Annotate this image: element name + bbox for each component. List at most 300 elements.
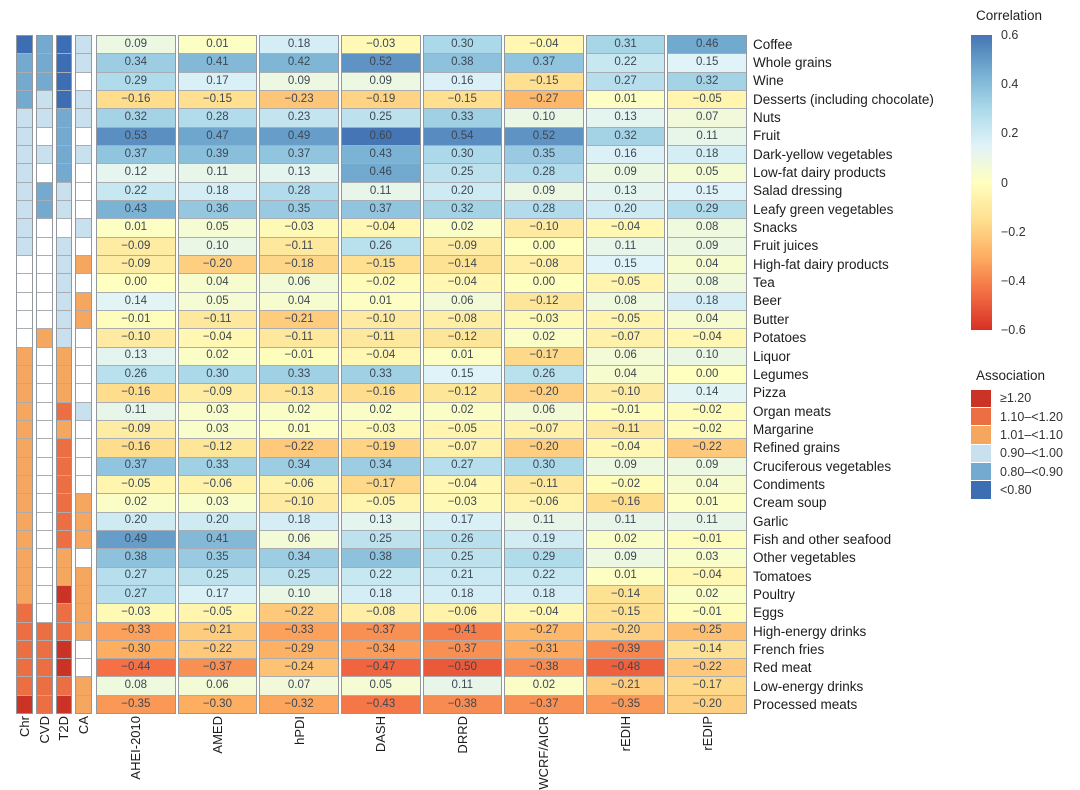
correlation-cell: −0.05 [179,604,257,621]
correlation-cell: 0.15 [424,366,502,383]
association-cell [76,219,91,236]
correlation-cell: −0.30 [179,696,257,713]
correlation-cell: 0.54 [424,128,502,145]
food-row-label: Margarine [753,421,814,437]
correlation-cell: −0.01 [587,403,665,420]
correlation-cell: 0.17 [424,513,502,530]
correlation-cell: 0.15 [587,256,665,273]
correlation-column-redip [667,35,747,714]
association-cell [57,311,72,328]
association-cell [76,421,91,438]
correlation-cell: −0.41 [424,623,502,640]
correlation-cell: 0.09 [260,73,338,90]
correlation-cell: 0.37 [342,201,420,218]
correlation-cell: 0.02 [505,677,583,694]
association-cell [76,458,91,475]
correlation-cell: 0.26 [424,531,502,548]
correlation-cell: −0.11 [342,329,420,346]
association-cell [76,183,91,200]
correlation-cell: −0.20 [587,623,665,640]
association-cell [76,36,91,53]
diet-score-label: AHEI-2010 [128,716,144,780]
correlation-cell: −0.22 [260,439,338,456]
correlation-cell: 0.11 [342,183,420,200]
correlation-cell: 0.18 [260,36,338,53]
correlation-cell: 0.17 [179,73,257,90]
correlation-cell: −0.10 [97,329,175,346]
correlation-cell: 0.12 [97,164,175,181]
correlation-cell: 0.30 [424,36,502,53]
correlation-cell: 0.33 [424,109,502,126]
correlation-cell: −0.20 [179,256,257,273]
association-cell [76,54,91,71]
correlation-cell: −0.07 [424,439,502,456]
association-cell [17,531,32,548]
correlation-cell: −0.11 [260,329,338,346]
association-cell [57,183,72,200]
correlation-cell: −0.16 [97,439,175,456]
association-column-labels [16,716,92,780]
correlation-cell: 0.05 [179,293,257,310]
correlation-cell: −0.04 [179,329,257,346]
association-cell [76,604,91,621]
legend-label: 0.90–<1.00 [1000,446,1063,461]
correlation-cell: 0.06 [179,677,257,694]
association-cell [37,183,52,200]
correlation-cell: −0.44 [97,659,175,676]
association-cell [17,549,32,566]
association-cell [57,568,72,585]
food-row-label: Legumes [753,366,809,382]
correlation-cell: 0.13 [97,348,175,365]
correlation-cell: −0.05 [587,274,665,291]
correlation-cell: 0.20 [97,513,175,530]
association-matrix [16,35,92,714]
correlation-cell: 0.18 [668,293,746,310]
correlation-cell: 0.01 [179,36,257,53]
association-legend-item [971,407,1076,425]
correlation-cell: 0.17 [179,586,257,603]
correlation-cell: −0.21 [260,311,338,328]
correlation-cell: 0.46 [668,36,746,53]
correlation-column-dash [341,35,421,714]
correlation-cell: 0.26 [97,366,175,383]
legend-swatch [971,390,991,407]
correlation-cell: −0.04 [424,476,502,493]
association-column-label: T2D [56,716,72,741]
association-cell [37,348,52,365]
correlation-cell: 0.42 [260,54,338,71]
correlation-cell: 0.36 [179,201,257,218]
correlation-cell: 0.27 [97,568,175,585]
correlation-cell: 0.09 [587,458,665,475]
correlation-cell: 0.22 [505,568,583,585]
correlation-cell: −0.22 [179,641,257,658]
association-column-ca [75,35,92,714]
correlation-cell: 0.09 [505,183,583,200]
correlation-cell: 0.25 [260,568,338,585]
correlation-cell: −0.02 [668,421,746,438]
correlation-cell: 0.08 [97,677,175,694]
correlation-cell: 0.60 [342,128,420,145]
correlation-cell: 0.06 [260,274,338,291]
correlation-column-drrd [423,35,503,714]
correlation-cell: −0.22 [668,439,746,456]
association-cell [17,641,32,658]
association-cell [37,568,52,585]
correlation-cell: 0.01 [587,568,665,585]
correlation-cell: −0.15 [424,91,502,108]
association-cell [57,439,72,456]
association-cell [17,91,32,108]
association-cell [76,696,91,713]
association-cell [57,458,72,475]
food-row-label: Refined grains [753,440,841,456]
association-cell [37,146,52,163]
correlation-cell: 0.43 [342,146,420,163]
correlation-cell: 0.27 [587,73,665,90]
association-cell [57,329,72,346]
correlation-cell: 0.20 [424,183,502,200]
diet-score-label: hPDI [291,716,307,745]
correlation-cell: 0.09 [97,36,175,53]
association-cell [37,659,52,676]
correlation-cell: −0.47 [342,659,420,676]
colorbar-tick: 0.6 [1001,28,1019,42]
correlation-cell: 0.39 [179,146,257,163]
diet-score-label-slot [96,716,176,780]
correlation-cell: 0.09 [668,458,746,475]
correlation-cell: 0.41 [179,54,257,71]
food-row-label: Butter [753,311,790,327]
association-cell [57,677,72,694]
correlation-cell: −0.04 [342,348,420,365]
association-column-cvd [36,35,53,714]
colorbar-tick: −0.6 [1001,323,1026,337]
correlation-cell: 0.14 [97,293,175,310]
correlation-cell: 0.02 [97,494,175,511]
food-row-label: Processed meats [753,697,858,713]
correlation-cell: 0.05 [342,677,420,694]
food-row-label: High-fat dairy products [753,256,889,272]
association-cell [57,513,72,530]
correlation-cell: 0.00 [505,238,583,255]
correlation-cell: −0.19 [342,91,420,108]
association-cell [37,421,52,438]
diet-score-label: AMED [209,716,225,754]
legend-swatch [971,426,991,443]
legend-label: 1.10–<1.20 [1000,409,1063,424]
association-cell [17,403,32,420]
correlation-cell: −0.11 [179,311,257,328]
association-cell [17,219,32,236]
diet-score-label-slot [586,716,666,780]
legend-swatch [971,445,991,462]
association-cell [37,201,52,218]
correlation-cell: 0.28 [505,164,583,181]
association-cell [57,109,72,126]
correlation-cell: 0.53 [97,128,175,145]
correlation-cell: 0.06 [505,403,583,420]
correlation-cell: −0.23 [260,91,338,108]
correlation-cell: 0.08 [587,293,665,310]
correlation-cell: 0.01 [342,293,420,310]
correlation-cell: 0.07 [260,677,338,694]
association-cell [76,329,91,346]
association-legend-item [971,444,1076,462]
correlation-cell: 0.32 [97,109,175,126]
correlation-cell: −0.17 [668,677,746,694]
association-column-label-slot [36,716,53,780]
correlation-cell: 0.38 [424,54,502,71]
association-cell [57,586,72,603]
association-cell [76,109,91,126]
food-row-label: French fries [753,642,825,658]
association-cell [17,311,32,328]
association-cell [57,219,72,236]
association-cell [37,604,52,621]
association-cell [57,91,72,108]
diet-score-label-slot [504,716,584,790]
food-row-label: Beer [753,293,782,309]
correlation-cell: 0.03 [179,421,257,438]
correlation-cell: 0.25 [424,549,502,566]
correlation-cell: 0.38 [342,549,420,566]
food-row-label: Tomatoes [753,568,812,584]
correlation-cell: −0.09 [97,256,175,273]
association-cell [17,274,32,291]
food-row-label: Liquor [753,348,791,364]
association-legend-item [971,389,1076,407]
colorbar-tick: 0 [1001,175,1008,190]
correlation-cell: 0.41 [179,531,257,548]
association-cell [76,128,91,145]
correlation-cell: −0.14 [668,641,746,658]
association-cell [37,531,52,548]
legend-swatch [971,481,991,498]
association-cell [57,274,72,291]
correlation-cell: 0.32 [424,201,502,218]
association-cell [37,403,52,420]
correlation-cell: −0.20 [505,439,583,456]
association-cell [17,421,32,438]
correlation-cell: 0.34 [342,458,420,475]
correlation-cell: 0.03 [179,494,257,511]
association-cell [37,696,52,713]
diet-score-label: DRRD [454,716,470,754]
association-cell [17,183,32,200]
association-cell [17,384,32,401]
diet-score-label-slot [259,716,339,780]
association-cell [76,677,91,694]
correlation-cell: 0.35 [179,549,257,566]
association-cell [37,256,52,273]
association-cell [76,201,91,218]
association-column-t2d [56,35,73,714]
correlation-cell: 0.28 [505,201,583,218]
correlation-cell: 0.28 [260,183,338,200]
correlation-cell: −0.37 [179,659,257,676]
correlation-cell: 0.19 [505,531,583,548]
correlation-cell: 0.32 [587,128,665,145]
correlation-cell: 0.30 [505,458,583,475]
correlation-cell: 0.37 [260,146,338,163]
association-cell [37,384,52,401]
correlation-cell: −0.03 [342,36,420,53]
diet-score-label-slot [178,716,258,780]
correlation-cell: 0.05 [179,219,257,236]
correlation-cell: −0.22 [260,604,338,621]
association-column-label: Chr [16,716,32,737]
correlation-cell: 0.02 [179,348,257,365]
association-cell [17,54,32,71]
food-row-label: Poultry [753,586,796,602]
association-cell [76,91,91,108]
correlation-cell: 0.16 [587,146,665,163]
food-row-label: Desserts (including chocolate) [753,91,934,107]
correlation-cell: −0.38 [424,696,502,713]
food-row-label: Eggs [753,605,784,621]
association-cell [37,311,52,328]
correlation-cell: −0.06 [260,476,338,493]
association-cell [57,604,72,621]
association-cell [17,73,32,90]
correlation-cell: 0.13 [342,513,420,530]
correlation-cell: −0.22 [668,659,746,676]
correlation-cell: −0.29 [260,641,338,658]
food-row-label: Salad dressing [753,183,843,199]
correlation-cell: −0.05 [424,421,502,438]
association-cell [37,641,52,658]
correlation-cell: −0.03 [505,311,583,328]
correlation-cell: 0.00 [97,274,175,291]
food-row-label: Snacks [753,220,798,236]
association-cell [37,677,52,694]
association-cell [57,421,72,438]
association-cell [17,439,32,456]
correlation-cell: 0.00 [668,366,746,383]
correlation-cell: −0.04 [424,274,502,291]
correlation-cell: −0.10 [342,311,420,328]
correlation-cell: 0.30 [179,366,257,383]
association-cell [76,293,91,310]
association-column-label-slot [56,716,73,780]
correlation-cell: 0.10 [505,109,583,126]
diet-score-label: rEDIH [618,716,634,752]
correlation-cell: 0.09 [587,549,665,566]
diet-score-label: rEDIP [699,716,715,751]
food-row-label: Low-energy drinks [753,678,864,694]
association-cell [76,274,91,291]
correlation-cell: −0.13 [260,384,338,401]
correlation-cell: 0.13 [587,109,665,126]
food-row-label: Fish and other seafood [753,531,892,547]
association-cell [37,458,52,475]
association-cell [17,238,32,255]
correlation-cell: −0.03 [97,604,175,621]
correlation-cell: −0.15 [505,73,583,90]
correlation-cell: 0.06 [587,348,665,365]
association-cell [57,54,72,71]
correlation-cell: 0.33 [179,458,257,475]
correlation-cell: 0.01 [424,348,502,365]
correlation-cell: −0.11 [587,421,665,438]
correlation-cell: 0.49 [97,531,175,548]
association-cell [76,513,91,530]
association-cell [17,513,32,530]
association-cell [76,494,91,511]
correlation-cell: −0.18 [260,256,338,273]
correlation-cell: −0.16 [342,384,420,401]
correlation-cell: 0.02 [505,329,583,346]
food-row-label: Tea [753,275,775,291]
correlation-cell: 0.16 [424,73,502,90]
correlation-cell: 0.10 [179,238,257,255]
association-cell [37,238,52,255]
association-cell [17,476,32,493]
correlation-cell: −0.20 [668,696,746,713]
diet-score-label-slot [423,716,503,780]
correlation-cell: 0.34 [260,458,338,475]
correlation-cell: 0.22 [587,54,665,71]
correlation-cell: 0.34 [260,549,338,566]
food-row-label: Garlic [753,513,789,529]
correlation-cell: −0.05 [587,311,665,328]
association-cell [17,458,32,475]
association-cell [57,384,72,401]
correlation-cell: −0.50 [424,659,502,676]
correlation-cell: 0.02 [342,403,420,420]
food-row-label: Other vegetables [753,550,856,566]
correlation-cell: 0.06 [260,531,338,548]
correlation-cell: −0.27 [505,623,583,640]
correlation-cell: −0.39 [587,641,665,658]
correlation-cell: 0.35 [505,146,583,163]
association-cell [57,476,72,493]
correlation-cell: 0.04 [668,476,746,493]
association-cell [57,549,72,566]
association-cell [17,494,32,511]
association-cell [17,568,32,585]
correlation-cell: 0.11 [97,403,175,420]
correlation-cell: 0.18 [179,183,257,200]
correlation-cell: 0.04 [587,366,665,383]
correlation-cell: −0.09 [97,421,175,438]
correlation-cell: 0.18 [342,586,420,603]
correlation-cell: 0.37 [97,458,175,475]
correlation-cell: −0.04 [342,219,420,236]
correlation-cell: 0.02 [424,403,502,420]
association-cell [17,604,32,621]
food-row-label: Leafy green vegetables [753,201,894,217]
correlation-cell: −0.09 [179,384,257,401]
association-cell [76,641,91,658]
correlation-cell: −0.10 [260,494,338,511]
food-row-label: Fruit juices [753,238,819,254]
legend-label: <0.80 [1000,483,1032,498]
correlation-cell: −0.12 [505,293,583,310]
association-legend-item [971,426,1076,444]
correlation-cell: −0.31 [505,641,583,658]
correlation-cell: 0.00 [505,274,583,291]
correlation-cell: −0.15 [587,604,665,621]
food-row-label: Red meat [753,660,812,676]
correlation-cell: 0.29 [97,73,175,90]
association-cell [57,36,72,53]
correlation-cell: 0.09 [668,238,746,255]
correlation-cell: 0.28 [179,109,257,126]
association-cell [57,238,72,255]
